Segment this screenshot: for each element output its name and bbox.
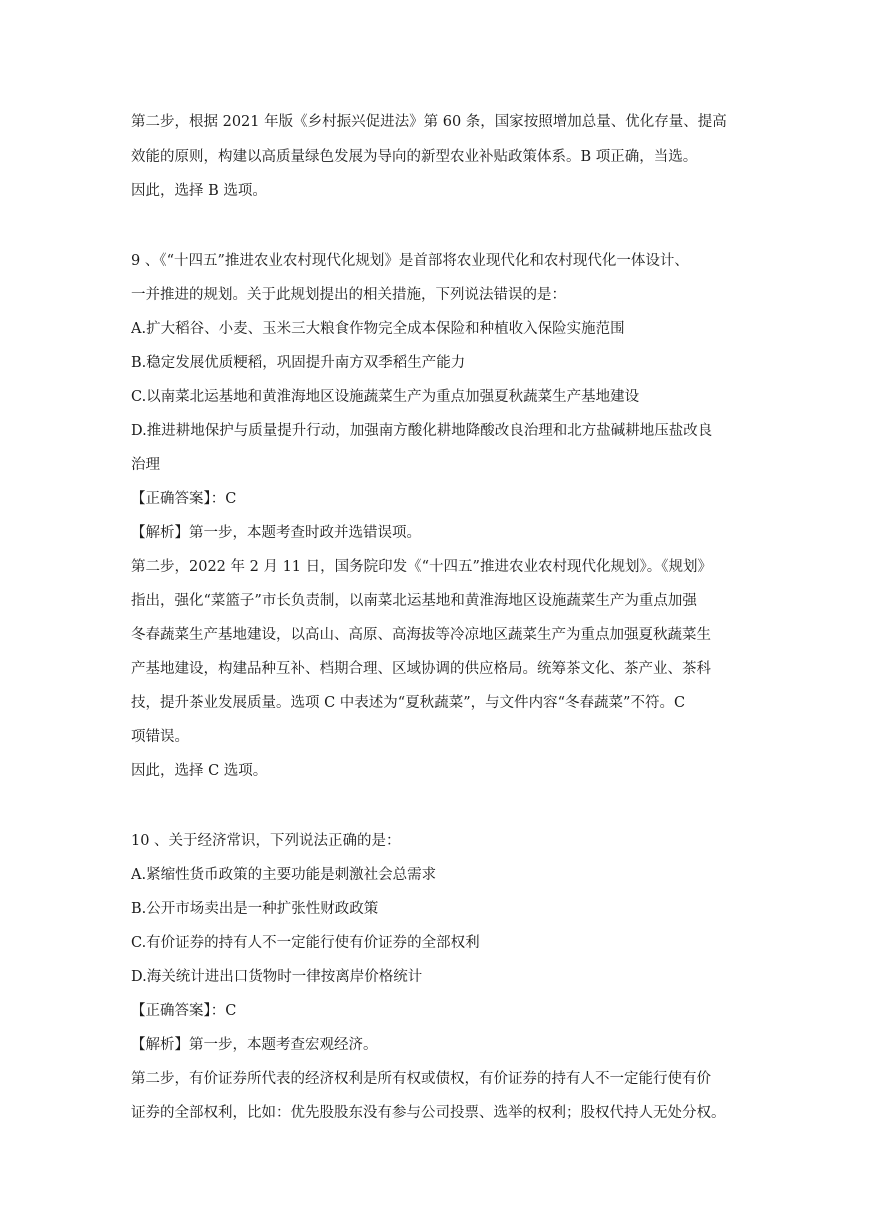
q9-analysis-line-3: 指出，强化“菜篮子”市长负责制，以南菜北运基地和黄淮海地区设施蔬菜生产为重点加强 <box>131 593 697 609</box>
q9-analysis-line-4: 冬春蔬菜生产基地建设，以高山、高原、高海拔等冷凉地区蔬菜生产为重点加强夏秋蔬菜生 <box>131 627 711 643</box>
q10-analysis-line-2: 第二步，有价证券所代表的经济权利是所有权或债权，有价证券的持有人不一定能行使有价 <box>131 1071 711 1087</box>
prev-analysis-line-1: 第二步，根据 2021 年版《乡村振兴促进法》第 60 条，国家按照增加总量、优化存量、提高 <box>131 114 727 130</box>
q10-option-b: B.公开市场卖出是一种扩张性财政政策 <box>131 901 379 917</box>
q9-stem-line-2: 一并推进的规划。关于此规划提出的相关措施，下列说法错误的是： <box>131 287 566 303</box>
prev-analysis-line-2: 效能的原则，构建以高质量绿色发展为导向的新型农业补贴政策体系。B 项正确，当选。 <box>131 149 698 165</box>
q9-analysis-line-5: 产基地建设，构建品种互补、档期合理、区域协调的供应格局。统筹茶文化、茶产业、茶科 <box>131 661 711 677</box>
q10-option-c: C.有价证券的持有人不一定能行使有价证券的全部权利 <box>131 935 480 951</box>
q9-analysis-line-7: 项错误。 <box>131 729 189 745</box>
q9-conclusion: 因此，选择 C 选项。 <box>131 763 268 779</box>
q9-analysis-line-6: 技，提升茶业发展质量。选项 C 中表述为“夏秋蔬菜”，与文件内容“冬春蔬菜”不符。C <box>131 695 686 711</box>
q9-answer: 【正确答案】：C <box>131 491 237 507</box>
q9-option-c: C.以南菜北运基地和黄淮海地区设施蔬菜生产为重点加强夏秋蔬菜生产基地建设 <box>131 389 640 405</box>
q9-option-b: B.稳定发展优质粳稻，巩固提升南方双季稻生产能力 <box>131 355 466 371</box>
q9-stem-line-1: 9 、《“十四五”推进农业农村现代化规划》是首部将农业现代化和农村现代化一体设计、 <box>131 253 689 269</box>
prev-conclusion: 因此，选择 B 选项。 <box>131 183 267 199</box>
q9-analysis-line-1: 【解析】第一步，本题考查时政并选错误项。 <box>131 525 421 541</box>
q10-option-a: A.紧缩性货币政策的主要功能是刺激社会总需求 <box>131 867 437 883</box>
q10-stem: 10 、关于经济常识，下列说法正确的是： <box>131 833 401 849</box>
q9-analysis-line-2: 第二步，2022 年 2 月 11 日，国务院印发《“十四五”推进农业农村现代化规划》。《规划》 <box>131 559 712 575</box>
q10-option-d: D.海关统计进出口货物时一律按离岸价格统计 <box>131 969 423 985</box>
q10-analysis-line-3: 证券的全部权利，比如：优先股股东没有参与公司投票、选举的权利；股权代持人无处分权。 <box>131 1105 726 1121</box>
q10-answer: 【正确答案】：C <box>131 1003 237 1019</box>
q9-option-d-line-1: D.推进耕地保护与质量提升行动，加强南方酸化耕地降酸改良治理和北方盐碱耕地压盐改良 <box>131 423 713 439</box>
q9-option-a: A.扩大稻谷、小麦、玉米三大粮食作物完全成本保险和种植收入保险实施范围 <box>131 321 625 337</box>
q10-analysis-line-1: 【解析】第一步，本题考查宏观经济。 <box>131 1037 378 1053</box>
q9-option-d-line-2: 治理 <box>131 457 160 473</box>
